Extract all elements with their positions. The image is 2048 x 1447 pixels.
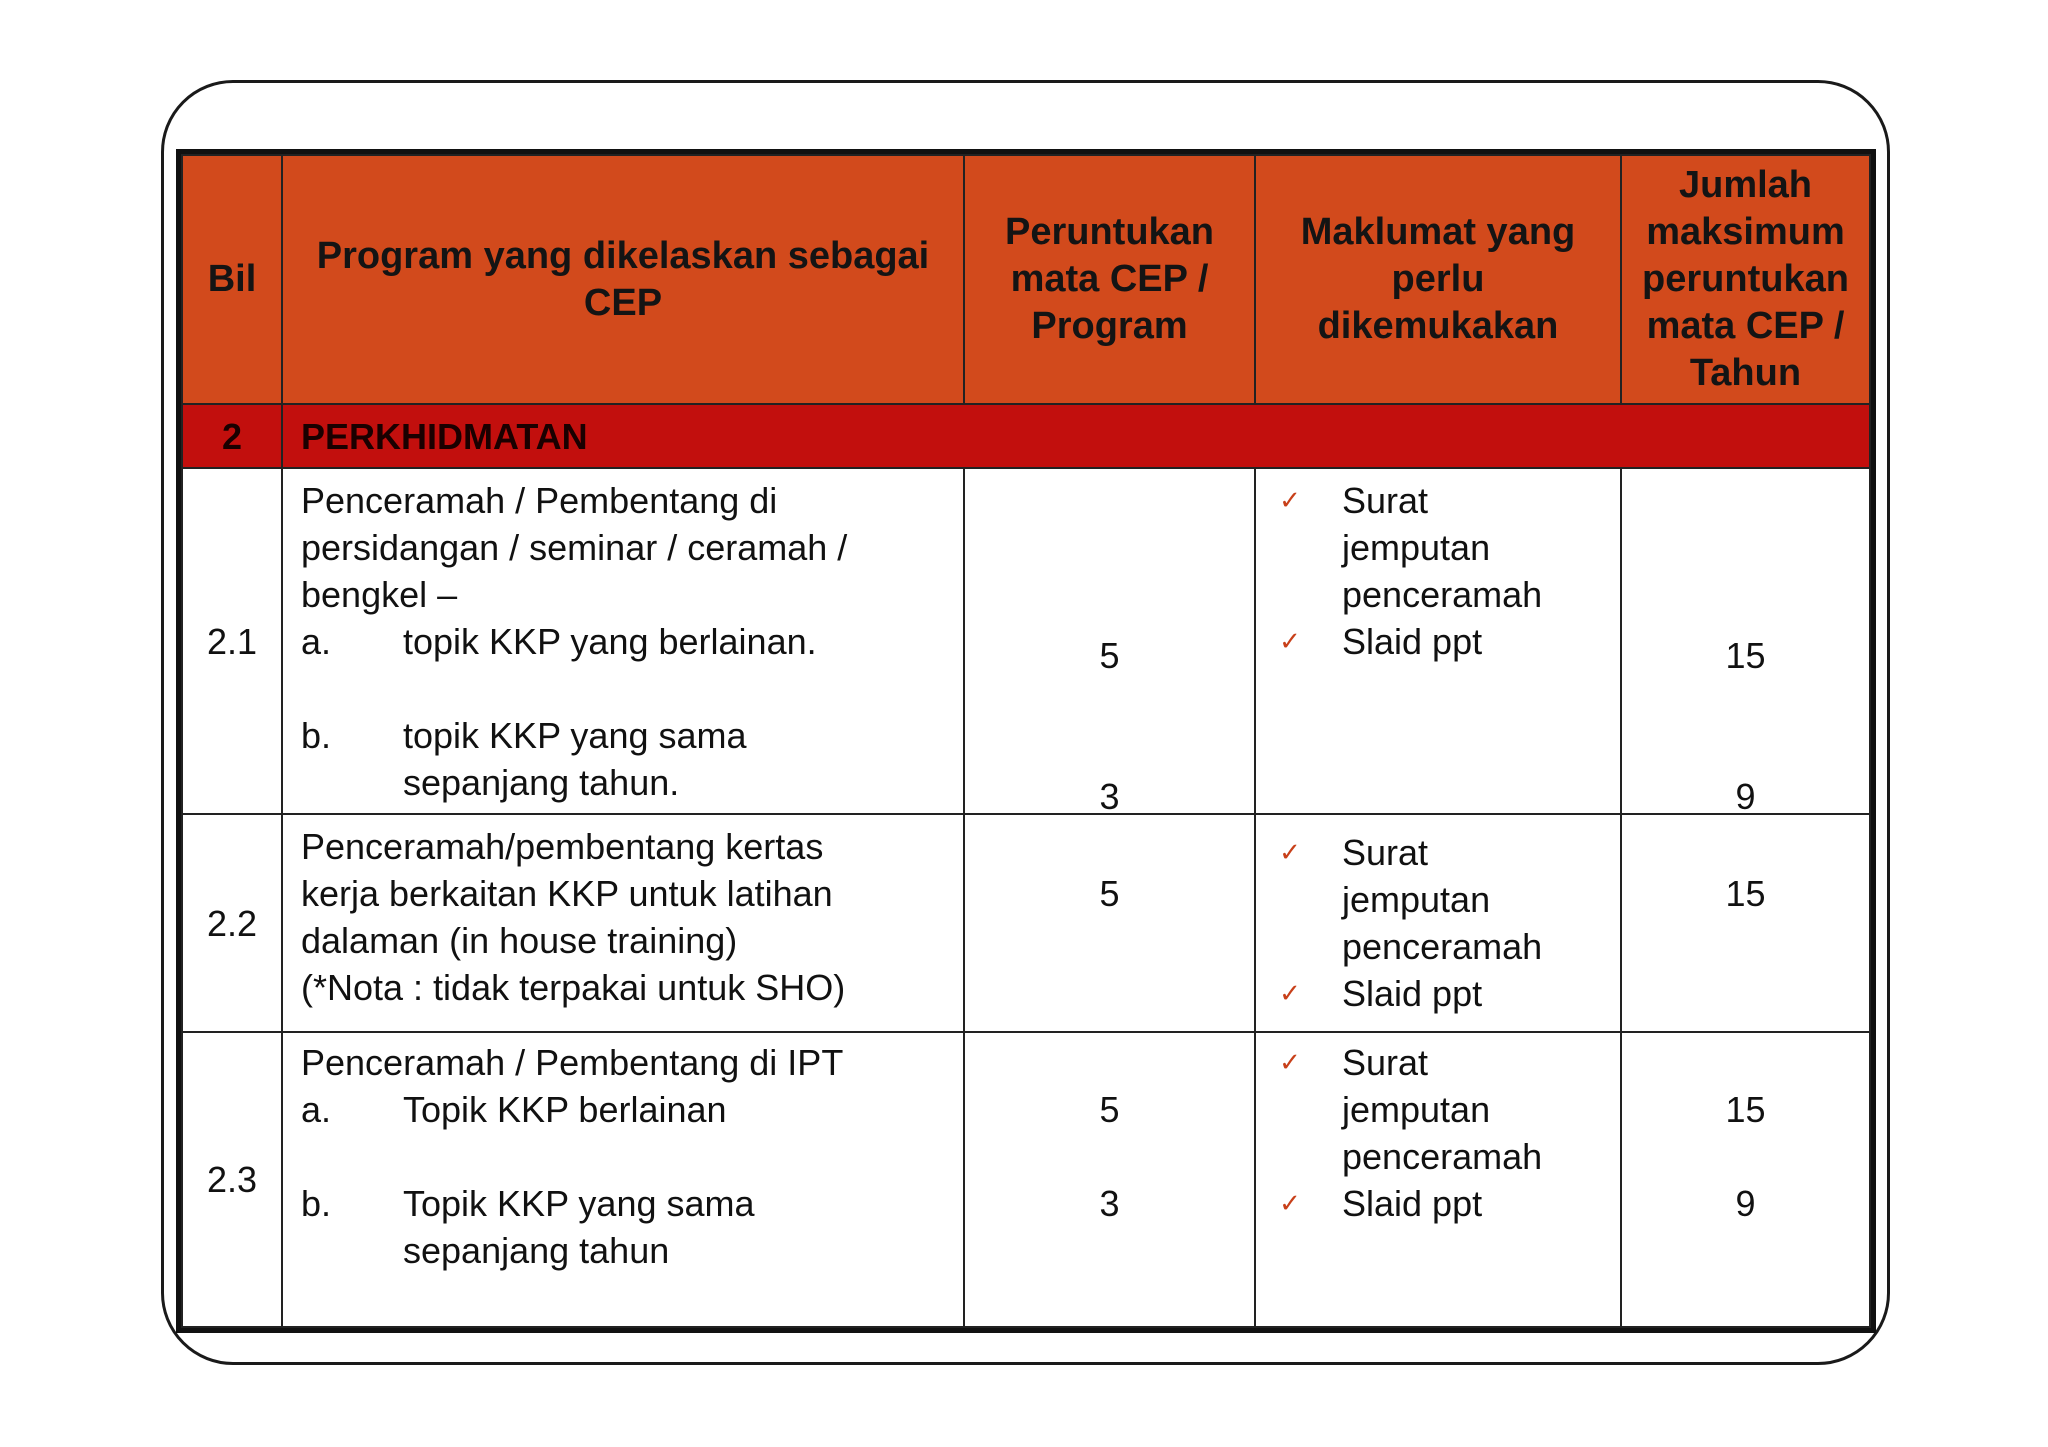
sub-item-a bbox=[301, 618, 949, 665]
sub-label: a. bbox=[301, 1089, 332, 1130]
sub-label: a. bbox=[301, 621, 332, 662]
points-cell bbox=[964, 1032, 1255, 1327]
sub-item-a bbox=[301, 1086, 949, 1133]
table-row bbox=[182, 1032, 1870, 1327]
checklist-text: Slaid ppt bbox=[1342, 1183, 1483, 1224]
sub-text: sepanjang tahun. bbox=[403, 762, 680, 803]
table-row bbox=[182, 814, 1870, 1032]
checklist-text: jemputan bbox=[1342, 527, 1491, 568]
checklist-item bbox=[1256, 1039, 1610, 1180]
program-cell bbox=[282, 468, 964, 814]
header-peruntukan: Peruntukan mata CEP / Program bbox=[964, 155, 1255, 404]
check-icon: ✓ bbox=[1279, 485, 1301, 515]
program-cell bbox=[282, 814, 964, 1032]
points-value: 3 bbox=[1099, 776, 1120, 817]
checklist-text: jemputan bbox=[1342, 1089, 1491, 1130]
sub-item-b bbox=[301, 712, 949, 806]
max-points-cell bbox=[1621, 468, 1870, 817]
checklist-text: Slaid ppt bbox=[1342, 973, 1483, 1014]
checklist-text: penceramah bbox=[1342, 574, 1543, 615]
program-line: Penceramah/pembentang kertas bbox=[301, 826, 824, 867]
program-line: Penceramah / Pembentang di IPT bbox=[301, 1042, 844, 1083]
program-cell bbox=[282, 1032, 964, 1327]
program-line: kerja berkaitan KKP untuk latihan bbox=[301, 873, 833, 914]
sub-item-b bbox=[301, 1180, 949, 1274]
check-icon: ✓ bbox=[1279, 837, 1301, 867]
checklist-item bbox=[1256, 477, 1610, 618]
max-points-cell bbox=[1621, 814, 1870, 1032]
points-value: 3 bbox=[1099, 1183, 1120, 1224]
checklist-item bbox=[1256, 829, 1610, 970]
section-number: 2 bbox=[182, 404, 282, 468]
max-value: 15 bbox=[1725, 873, 1766, 914]
checklist-item bbox=[1256, 618, 1610, 665]
checklist-item bbox=[1256, 1180, 1610, 1227]
maklumat-cell bbox=[1255, 814, 1621, 1032]
checklist-text: penceramah bbox=[1342, 1136, 1543, 1177]
row-number: 2.3 bbox=[182, 1032, 282, 1327]
points-cell bbox=[964, 468, 1255, 817]
points-value: 5 bbox=[1099, 873, 1120, 914]
row-number: 2.2 bbox=[182, 814, 282, 1032]
max-value: 9 bbox=[1735, 1183, 1756, 1224]
max-value: 9 bbox=[1735, 776, 1756, 817]
section-title: PERKHIDMATAN bbox=[282, 404, 1870, 468]
checklist-text: Surat bbox=[1342, 832, 1429, 873]
sub-text: topik KKP yang berlainan. bbox=[403, 621, 817, 662]
points-value: 5 bbox=[1099, 635, 1120, 676]
program-line: dalaman (in house training) bbox=[301, 920, 738, 961]
check-icon: ✓ bbox=[1279, 978, 1301, 1008]
program-line: persidangan / seminar / ceramah / bbox=[301, 527, 848, 568]
section-row bbox=[182, 404, 1870, 468]
checklist-text: Surat bbox=[1342, 1042, 1429, 1083]
checklist-text: penceramah bbox=[1342, 926, 1543, 967]
checklist-text: Surat bbox=[1342, 480, 1429, 521]
checklist-item bbox=[1256, 970, 1610, 1017]
sub-text: sepanjang tahun bbox=[403, 1230, 670, 1271]
sub-text: Topik KKP yang sama bbox=[403, 1183, 755, 1224]
max-points-cell bbox=[1621, 1032, 1870, 1327]
sub-text: topik KKP yang sama bbox=[403, 715, 747, 756]
table-row bbox=[182, 468, 1870, 814]
sub-text: Topik KKP berlainan bbox=[403, 1089, 727, 1130]
program-line: (*Nota : tidak terpakai untuk SHO) bbox=[301, 967, 846, 1008]
checklist-text: jemputan bbox=[1342, 879, 1491, 920]
points-value: 5 bbox=[1099, 1089, 1120, 1130]
sub-label: b. bbox=[301, 1183, 332, 1224]
checklist-text: Slaid ppt bbox=[1342, 621, 1483, 662]
header-bil: Bil bbox=[182, 155, 282, 404]
check-icon: ✓ bbox=[1279, 626, 1301, 656]
max-value: 15 bbox=[1725, 1089, 1766, 1130]
sub-label: b. bbox=[301, 715, 332, 756]
header-jumlah: Jumlah maksimum peruntukan mata CEP / Tahun bbox=[1621, 155, 1870, 404]
check-icon: ✓ bbox=[1279, 1188, 1301, 1218]
max-value: 15 bbox=[1725, 635, 1766, 676]
cep-table bbox=[176, 149, 1876, 1333]
header-maklumat: Maklumat yang perlu dikemukakan bbox=[1255, 155, 1621, 404]
program-line: bengkel – bbox=[301, 574, 458, 615]
header-row bbox=[182, 155, 1870, 404]
maklumat-cell bbox=[1255, 468, 1621, 814]
program-line: Penceramah / Pembentang di bbox=[301, 480, 778, 521]
header-program: Program yang dikelaskan sebagai CEP bbox=[282, 155, 964, 404]
check-icon: ✓ bbox=[1279, 1047, 1301, 1077]
points-cell bbox=[964, 814, 1255, 1032]
maklumat-cell bbox=[1255, 1032, 1621, 1327]
row-number: 2.1 bbox=[182, 468, 282, 814]
